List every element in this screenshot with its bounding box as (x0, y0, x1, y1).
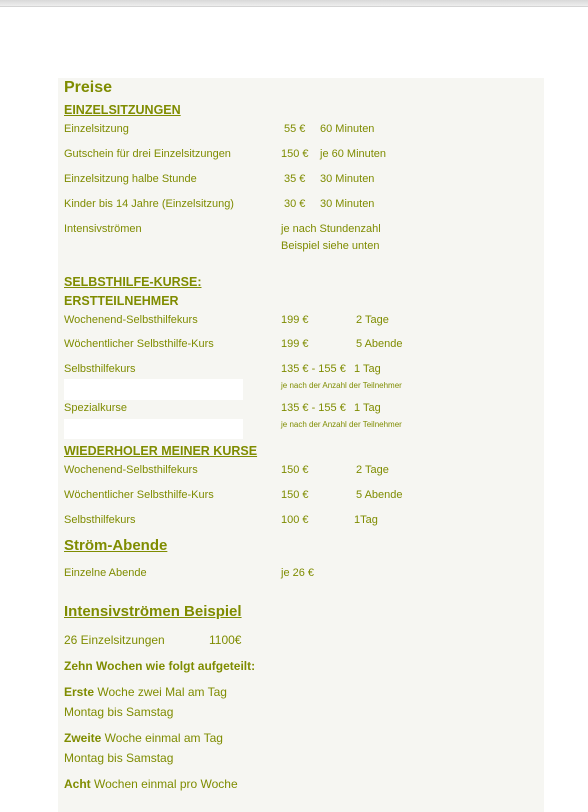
row-detail: 1Tag (354, 514, 378, 526)
row-label: Einzelsitzung halbe Stunde (64, 173, 197, 185)
week-bold: Zweite (64, 731, 102, 745)
row-label: Intensivströmen (64, 223, 142, 235)
row-label: Selbsthilfekurs (64, 363, 136, 375)
row-price: 135 € - 155 € (281, 363, 346, 375)
beispiel-subheading: Zehn Wochen wie folgt aufgeteilt: (64, 659, 256, 673)
page-title: Preise (64, 79, 113, 96)
week-bold: Erste (64, 685, 95, 699)
row-label: Spezialkurse (64, 402, 127, 414)
blank-box (64, 379, 243, 400)
beispiel-heading: Intensivströmen Beispiel (64, 603, 242, 620)
row-detail: 1 Tag (354, 402, 381, 414)
row-label: Wochenend-Selbsthilfekurs (64, 314, 198, 326)
blank-box (64, 419, 243, 439)
row-label: Kinder bis 14 Jahre (Einzelsitzung) (64, 198, 234, 210)
week-line (64, 777, 238, 791)
row-label: Einzelsitzung (64, 123, 129, 135)
row-detail: 30 Minuten (320, 173, 375, 185)
sessions-price: 1100€ (209, 633, 242, 647)
row-label: Selbsthilfekurs (64, 514, 136, 526)
row-label: Wochenend-Selbsthilfekurs (64, 464, 198, 476)
row-detail: je 60 Minuten (320, 148, 387, 160)
row-price: 55 € (284, 123, 306, 135)
row-price: 199 € (281, 338, 309, 350)
row-price: 150 € (281, 489, 309, 501)
window-top-bar (0, 0, 588, 7)
selbsthilfe-subheading: ERSTTEILNEHMER (64, 294, 179, 308)
row-price: 199 € (281, 314, 309, 326)
row-detail: 5 Abende (356, 489, 403, 501)
row-price: 150 € (281, 464, 309, 476)
week-bold: Acht (64, 777, 91, 791)
week-rest: Wochen einmal pro Woche (90, 777, 238, 791)
row-price: je 26 € (281, 567, 315, 579)
row-label: Einzelne Abende (64, 567, 147, 579)
row-detail: je nach Stundenzahl (281, 223, 381, 235)
price-panel (58, 78, 544, 812)
week-line (64, 731, 223, 745)
einzel-heading: EINZELSITZUNGEN (64, 103, 181, 117)
row-price: 100 € (281, 514, 309, 526)
week-rest: Woche einmal am Tag (101, 731, 223, 745)
row-price: 35 € (284, 173, 306, 185)
row-detail: 1 Tag (354, 363, 381, 375)
row-detail: 30 Minuten (320, 198, 375, 210)
week-rest: Woche zwei Mal am Tag (94, 685, 227, 699)
row-detail: 2 Tage (356, 314, 389, 326)
row-price: 30 € (284, 198, 306, 210)
row-note: je nach der Anzahl der Teilnehmer (281, 420, 402, 429)
week-line2: Montag bis Samstag (64, 751, 174, 765)
sessions-label: 26 Einzelsitzungen (64, 633, 165, 647)
row-detail: 60 Minuten (320, 123, 375, 135)
row-label: Wöchentlicher Selbsthilfe-Kurs (64, 338, 214, 350)
row-note: je nach der Anzahl der Teilnehmer (281, 381, 402, 390)
row-detail: 5 Abende (356, 338, 403, 350)
week-line (64, 685, 227, 699)
row-label: Gutschein für drei Einzelsitzungen (64, 148, 231, 160)
row-price: 135 € - 155 € (281, 402, 346, 414)
row-detail: 2 Tage (356, 464, 389, 476)
wiederholer-heading: WIEDERHOLER MEINER KURSE (64, 444, 258, 458)
selbsthilfe-heading: SELBSTHILFE-KURSE: (64, 275, 202, 289)
row-detail: Beispiel siehe unten (281, 240, 380, 252)
row-price: 150 € (281, 148, 309, 160)
abende-heading: Ström-Abende (64, 537, 168, 554)
week-line2: Montag bis Samstag (64, 705, 174, 719)
row-label: Wöchentlicher Selbsthilfe-Kurs (64, 489, 214, 501)
